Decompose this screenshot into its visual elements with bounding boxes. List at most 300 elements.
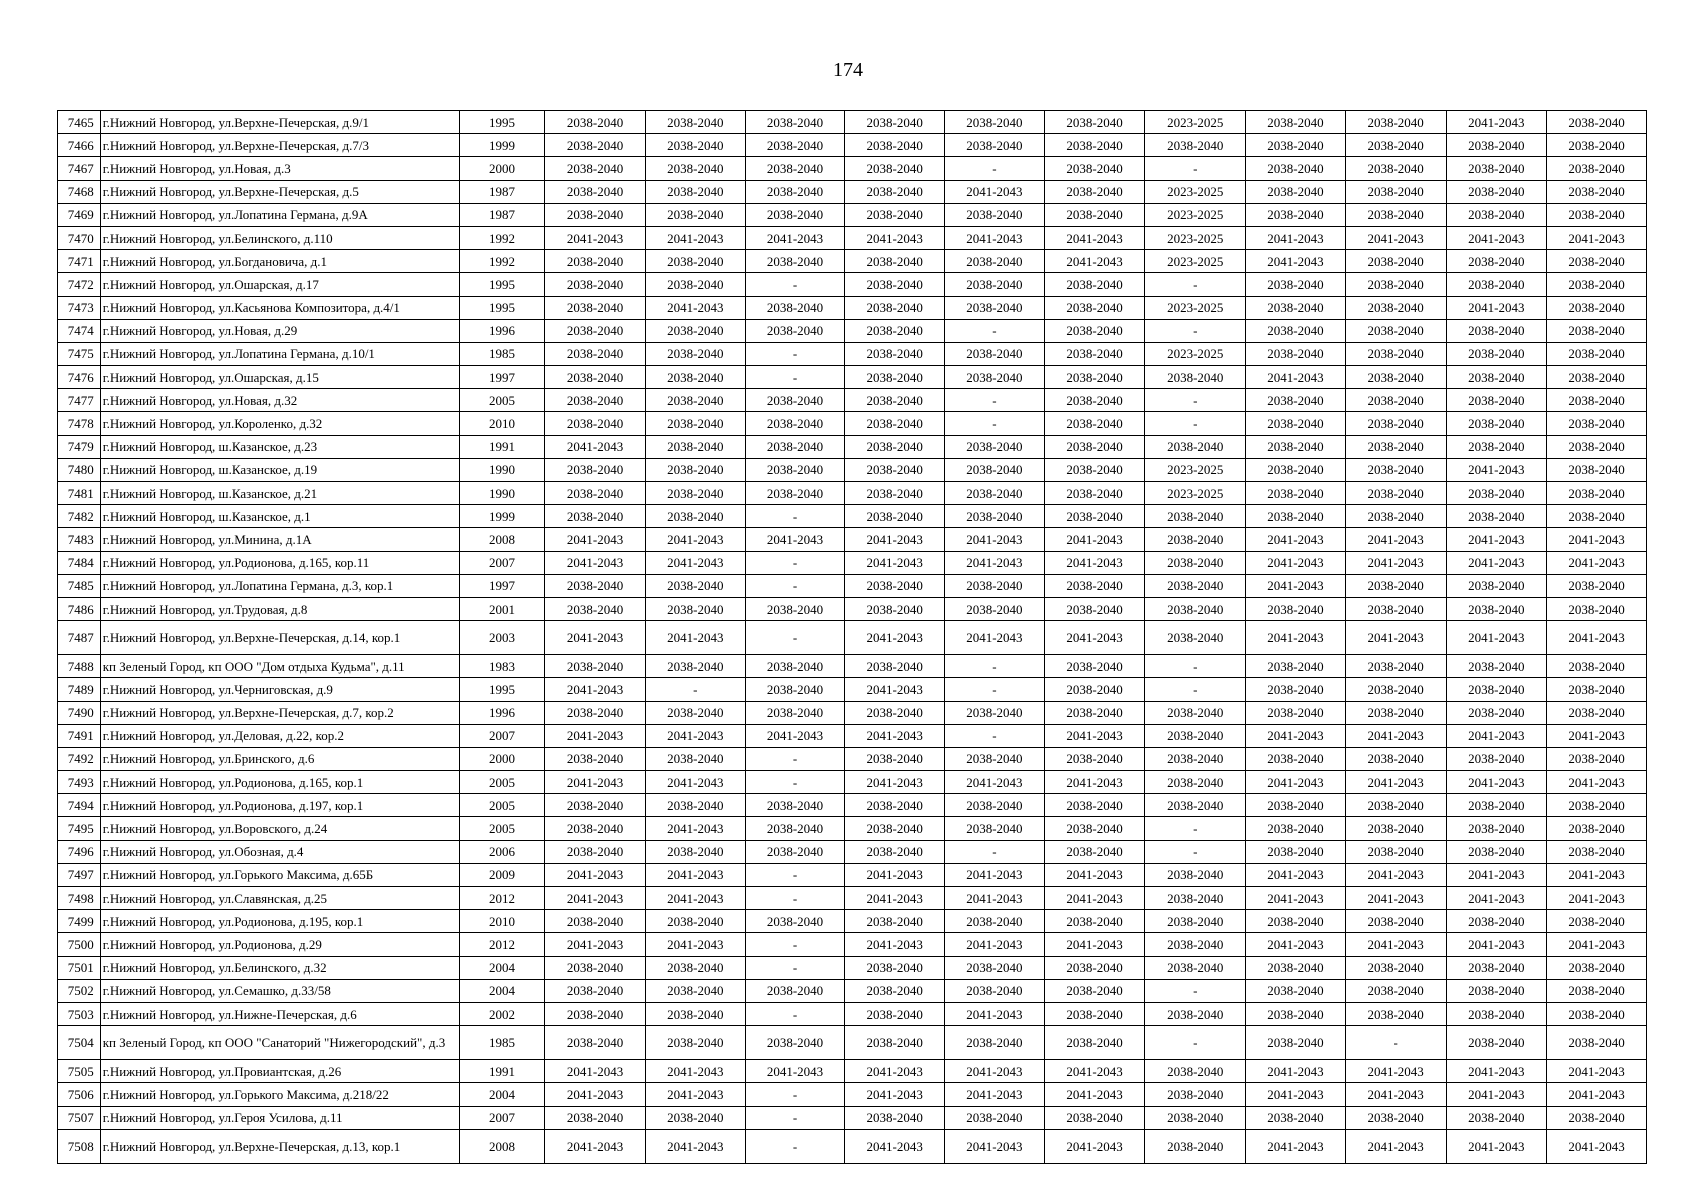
period-cell-4: 2038-2040 <box>845 1026 945 1060</box>
period-cell-4: 2038-2040 <box>845 1106 945 1129</box>
period-cell-9: 2041-2043 <box>1345 863 1446 886</box>
period-cell-10: 2041-2043 <box>1446 528 1547 551</box>
period-cell-8: 2038-2040 <box>1246 747 1346 770</box>
period-cell-4: 2038-2040 <box>845 273 945 296</box>
period-cell-7: - <box>1145 1026 1246 1060</box>
address-cell: г.Нижний Новгород, ул.Бринского, д.6 <box>100 747 459 770</box>
period-cell-10: 2038-2040 <box>1446 574 1547 597</box>
period-cell-7: 2038-2040 <box>1145 134 1246 157</box>
period-cell-4: 2038-2040 <box>845 111 945 134</box>
table-row <box>58 655 1647 678</box>
period-cell-7: 2038-2040 <box>1145 505 1246 528</box>
table-row <box>58 887 1647 910</box>
period-cell-11: 2038-2040 <box>1547 505 1647 528</box>
period-cell-2: 2038-2040 <box>645 1026 745 1060</box>
period-cell-10: 2038-2040 <box>1446 319 1547 342</box>
row-number-cell: 7480 <box>58 458 101 481</box>
period-cell-6: 2038-2040 <box>1044 111 1145 134</box>
period-cell-3: - <box>745 505 845 528</box>
period-cell-8: 2041-2043 <box>1246 1083 1346 1106</box>
period-cell-7: - <box>1145 389 1246 412</box>
period-cell-5: 2038-2040 <box>945 747 1045 770</box>
period-cell-7: - <box>1145 157 1246 180</box>
period-cell-1: 2041-2043 <box>545 1060 646 1083</box>
period-cell-8: 2041-2043 <box>1246 887 1346 910</box>
period-cell-6: 2041-2043 <box>1044 1129 1145 1163</box>
period-cell-7: 2038-2040 <box>1145 1106 1246 1129</box>
table-row <box>58 458 1647 481</box>
period-cell-11: 2038-2040 <box>1547 482 1647 505</box>
period-cell-10: 2041-2043 <box>1446 111 1547 134</box>
year-cell: 2008 <box>459 528 544 551</box>
period-cell-3: 2038-2040 <box>745 979 845 1002</box>
period-cell-8: 2041-2043 <box>1246 250 1346 273</box>
row-number-cell: 7483 <box>58 528 101 551</box>
period-cell-8: 2038-2040 <box>1246 794 1346 817</box>
period-cell-5: 2038-2040 <box>945 910 1045 933</box>
period-cell-11: 2038-2040 <box>1547 319 1647 342</box>
period-cell-2: 2038-2040 <box>645 366 745 389</box>
period-cell-10: 2041-2043 <box>1446 863 1547 886</box>
period-cell-2: 2038-2040 <box>645 342 745 365</box>
period-cell-11: 2038-2040 <box>1547 794 1647 817</box>
period-cell-9: 2041-2043 <box>1345 226 1446 249</box>
period-cell-10: 2038-2040 <box>1446 180 1547 203</box>
table-row <box>58 771 1647 794</box>
period-cell-6: 2041-2043 <box>1044 933 1145 956</box>
period-cell-1: 2038-2040 <box>545 134 646 157</box>
period-cell-11: 2038-2040 <box>1547 747 1647 770</box>
period-cell-5: 2038-2040 <box>945 597 1045 620</box>
address-cell: г.Нижний Новгород, ул.Касьянова Композитора, д.4/1 <box>100 296 459 319</box>
period-cell-6: 2038-2040 <box>1044 482 1145 505</box>
period-cell-11: 2038-2040 <box>1547 1002 1647 1025</box>
period-cell-2: 2038-2040 <box>645 273 745 296</box>
row-number-cell: 7476 <box>58 366 101 389</box>
period-cell-9: 2041-2043 <box>1345 1129 1446 1163</box>
period-cell-1: 2041-2043 <box>545 435 646 458</box>
period-cell-1: 2038-2040 <box>545 1002 646 1025</box>
period-cell-2: 2041-2043 <box>645 817 745 840</box>
period-cell-8: 2038-2040 <box>1246 435 1346 458</box>
period-cell-10: 2038-2040 <box>1446 678 1547 701</box>
period-cell-3: 2038-2040 <box>745 111 845 134</box>
period-cell-11: 2038-2040 <box>1547 111 1647 134</box>
period-cell-4: 2041-2043 <box>845 863 945 886</box>
period-cell-6: 2038-2040 <box>1044 319 1145 342</box>
period-cell-2: 2041-2043 <box>645 863 745 886</box>
address-cell: г.Нижний Новгород, ул.Короленко, д.32 <box>100 412 459 435</box>
period-cell-11: 2038-2040 <box>1547 910 1647 933</box>
period-cell-1: 2041-2043 <box>545 1129 646 1163</box>
period-cell-11: 2038-2040 <box>1547 389 1647 412</box>
address-cell: г.Нижний Новгород, ул.Родионова, д.165, кор.11 <box>100 551 459 574</box>
period-cell-2: 2038-2040 <box>645 412 745 435</box>
period-cell-3: 2038-2040 <box>745 794 845 817</box>
period-cell-3: - <box>745 342 845 365</box>
year-cell: 2004 <box>459 956 544 979</box>
year-cell: 2007 <box>459 551 544 574</box>
period-cell-5: 2038-2040 <box>945 482 1045 505</box>
table-row <box>58 342 1647 365</box>
period-cell-3: 2038-2040 <box>745 1026 845 1060</box>
period-cell-10: 2038-2040 <box>1446 157 1547 180</box>
period-cell-6: 2038-2040 <box>1044 273 1145 296</box>
period-cell-7: 2038-2040 <box>1145 1060 1246 1083</box>
period-cell-2: 2038-2040 <box>645 840 745 863</box>
period-cell-3: 2038-2040 <box>745 678 845 701</box>
period-cell-2: 2041-2043 <box>645 771 745 794</box>
period-cell-9: 2041-2043 <box>1345 1060 1446 1083</box>
year-cell: 2010 <box>459 910 544 933</box>
period-cell-5: 2041-2043 <box>945 887 1045 910</box>
period-cell-10: 2038-2040 <box>1446 655 1547 678</box>
year-cell: 2005 <box>459 771 544 794</box>
table-row <box>58 435 1647 458</box>
period-cell-5: 2041-2043 <box>945 621 1045 655</box>
period-cell-9: 2038-2040 <box>1345 366 1446 389</box>
address-cell: г.Нижний Новгород, ул.Трудовая, д.8 <box>100 597 459 620</box>
row-number-cell: 7500 <box>58 933 101 956</box>
period-cell-11: 2038-2040 <box>1547 840 1647 863</box>
period-cell-8: 2041-2043 <box>1246 1060 1346 1083</box>
period-cell-4: 2041-2043 <box>845 226 945 249</box>
period-cell-1: 2038-2040 <box>545 840 646 863</box>
period-cell-3: 2038-2040 <box>745 389 845 412</box>
period-cell-2: 2041-2043 <box>645 1083 745 1106</box>
period-cell-9: 2038-2040 <box>1345 956 1446 979</box>
period-cell-10: 2038-2040 <box>1446 505 1547 528</box>
address-cell: г.Нижний Новгород, ул.Родионова, д.195, кор.1 <box>100 910 459 933</box>
period-cell-5: 2038-2040 <box>945 250 1045 273</box>
period-cell-10: 2041-2043 <box>1446 887 1547 910</box>
period-cell-9: 2038-2040 <box>1345 412 1446 435</box>
period-cell-1: 2038-2040 <box>545 956 646 979</box>
period-cell-4: 2038-2040 <box>845 157 945 180</box>
period-cell-8: 2038-2040 <box>1246 979 1346 1002</box>
year-cell: 2008 <box>459 1129 544 1163</box>
row-number-cell: 7508 <box>58 1129 101 1163</box>
row-number-cell: 7475 <box>58 342 101 365</box>
address-cell: г.Нижний Новгород, ул.Лопатина Германа, д.3, кор.1 <box>100 574 459 597</box>
period-cell-11: 2038-2040 <box>1547 597 1647 620</box>
period-cell-4: 2038-2040 <box>845 747 945 770</box>
row-number-cell: 7479 <box>58 435 101 458</box>
period-cell-7: 2023-2025 <box>1145 180 1246 203</box>
year-cell: 1996 <box>459 701 544 724</box>
period-cell-11: 2041-2043 <box>1547 621 1647 655</box>
period-cell-10: 2041-2043 <box>1446 458 1547 481</box>
period-cell-5: 2038-2040 <box>945 458 1045 481</box>
period-cell-7: 2038-2040 <box>1145 551 1246 574</box>
period-cell-3: 2038-2040 <box>745 817 845 840</box>
period-cell-2: - <box>645 678 745 701</box>
period-cell-4: 2038-2040 <box>845 389 945 412</box>
row-number-cell: 7506 <box>58 1083 101 1106</box>
table-row <box>58 412 1647 435</box>
period-cell-2: 2038-2040 <box>645 701 745 724</box>
period-cell-1: 2038-2040 <box>545 389 646 412</box>
period-cell-7: 2038-2040 <box>1145 887 1246 910</box>
period-cell-10: 2041-2043 <box>1446 226 1547 249</box>
period-cell-1: 2041-2043 <box>545 528 646 551</box>
row-number-cell: 7491 <box>58 724 101 747</box>
address-cell: г.Нижний Новгород, ш.Казанское, д.23 <box>100 435 459 458</box>
address-cell: г.Нижний Новгород, ул.Лопатина Германа, д.10/1 <box>100 342 459 365</box>
period-cell-7: 2038-2040 <box>1145 956 1246 979</box>
period-cell-1: 2038-2040 <box>545 157 646 180</box>
period-cell-5: 2038-2040 <box>945 296 1045 319</box>
period-cell-3: 2038-2040 <box>745 655 845 678</box>
period-cell-10: 2038-2040 <box>1446 389 1547 412</box>
period-cell-4: 2038-2040 <box>845 342 945 365</box>
row-number-cell: 7503 <box>58 1002 101 1025</box>
period-cell-7: 2038-2040 <box>1145 910 1246 933</box>
period-cell-2: 2038-2040 <box>645 203 745 226</box>
period-cell-1: 2038-2040 <box>545 319 646 342</box>
period-cell-10: 2041-2043 <box>1446 771 1547 794</box>
year-cell: 2012 <box>459 933 544 956</box>
table-row <box>58 180 1647 203</box>
period-cell-4: 2041-2043 <box>845 528 945 551</box>
address-cell: г.Нижний Новгород, ул.Новая, д.32 <box>100 389 459 412</box>
period-cell-1: 2038-2040 <box>545 482 646 505</box>
period-cell-1: 2038-2040 <box>545 979 646 1002</box>
address-cell: г.Нижний Новгород, ул.Верхне-Печерская, д.7, кор.2 <box>100 701 459 724</box>
row-number-cell: 7494 <box>58 794 101 817</box>
row-number-cell: 7488 <box>58 655 101 678</box>
period-cell-1: 2038-2040 <box>545 342 646 365</box>
period-cell-1: 2038-2040 <box>545 412 646 435</box>
period-cell-11: 2038-2040 <box>1547 678 1647 701</box>
period-cell-6: 2038-2040 <box>1044 1026 1145 1060</box>
period-cell-3: 2038-2040 <box>745 250 845 273</box>
period-cell-5: 2038-2040 <box>945 273 1045 296</box>
period-cell-4: 2038-2040 <box>845 701 945 724</box>
period-cell-8: 2041-2043 <box>1246 574 1346 597</box>
period-cell-7: - <box>1145 979 1246 1002</box>
period-cell-3: 2041-2043 <box>745 528 845 551</box>
period-cell-9: 2038-2040 <box>1345 389 1446 412</box>
period-cell-7: 2038-2040 <box>1145 528 1246 551</box>
period-cell-9: 2038-2040 <box>1345 701 1446 724</box>
period-cell-8: 2038-2040 <box>1246 678 1346 701</box>
period-cell-8: 2041-2043 <box>1246 528 1346 551</box>
period-cell-6: 2038-2040 <box>1044 412 1145 435</box>
year-cell: 1991 <box>459 1060 544 1083</box>
period-cell-7: - <box>1145 412 1246 435</box>
row-number-cell: 7469 <box>58 203 101 226</box>
period-cell-3: - <box>745 551 845 574</box>
period-cell-8: 2038-2040 <box>1246 157 1346 180</box>
year-cell: 1997 <box>459 366 544 389</box>
year-cell: 1995 <box>459 678 544 701</box>
period-cell-3: 2038-2040 <box>745 840 845 863</box>
period-cell-3: - <box>745 1083 845 1106</box>
period-cell-8: 2038-2040 <box>1246 817 1346 840</box>
period-cell-9: 2038-2040 <box>1345 574 1446 597</box>
period-cell-2: 2038-2040 <box>645 505 745 528</box>
period-cell-1: 2041-2043 <box>545 1083 646 1106</box>
period-cell-5: 2038-2040 <box>945 817 1045 840</box>
period-cell-1: 2038-2040 <box>545 817 646 840</box>
period-cell-7: - <box>1145 319 1246 342</box>
year-cell: 1991 <box>459 435 544 458</box>
row-number-cell: 7493 <box>58 771 101 794</box>
year-cell: 2002 <box>459 1002 544 1025</box>
period-cell-9: 2041-2043 <box>1345 887 1446 910</box>
table-body <box>58 111 1647 1164</box>
period-cell-3: - <box>745 747 845 770</box>
period-cell-10: 2041-2043 <box>1446 933 1547 956</box>
address-cell: г.Нижний Новгород, ул.Лопатина Германа, д.9А <box>100 203 459 226</box>
table-row <box>58 794 1647 817</box>
year-cell: 1985 <box>459 1026 544 1060</box>
period-cell-4: 2041-2043 <box>845 887 945 910</box>
period-cell-6: 2041-2043 <box>1044 1060 1145 1083</box>
period-cell-2: 2038-2040 <box>645 979 745 1002</box>
period-cell-2: 2041-2043 <box>645 1129 745 1163</box>
period-cell-2: 2041-2043 <box>645 724 745 747</box>
period-cell-5: - <box>945 319 1045 342</box>
period-cell-7: 2023-2025 <box>1145 458 1246 481</box>
period-cell-4: 2038-2040 <box>845 458 945 481</box>
row-number-cell: 7504 <box>58 1026 101 1060</box>
period-cell-1: 2041-2043 <box>545 933 646 956</box>
period-cell-11: 2038-2040 <box>1547 134 1647 157</box>
period-cell-11: 2038-2040 <box>1547 817 1647 840</box>
table-row <box>58 157 1647 180</box>
period-cell-1: 2038-2040 <box>545 180 646 203</box>
period-cell-7: 2023-2025 <box>1145 250 1246 273</box>
period-cell-1: 2038-2040 <box>545 296 646 319</box>
period-cell-11: 2038-2040 <box>1547 366 1647 389</box>
period-cell-1: 2038-2040 <box>545 574 646 597</box>
row-number-cell: 7505 <box>58 1060 101 1083</box>
period-cell-2: 2038-2040 <box>645 111 745 134</box>
period-cell-1: 2041-2043 <box>545 887 646 910</box>
period-cell-5: - <box>945 724 1045 747</box>
period-cell-4: 2041-2043 <box>845 771 945 794</box>
period-cell-8: 2038-2040 <box>1246 342 1346 365</box>
period-cell-8: 2041-2043 <box>1246 724 1346 747</box>
period-cell-11: 2041-2043 <box>1547 226 1647 249</box>
period-cell-2: 2038-2040 <box>645 482 745 505</box>
period-cell-7: 2038-2040 <box>1145 771 1246 794</box>
period-cell-11: 2038-2040 <box>1547 701 1647 724</box>
period-cell-2: 2038-2040 <box>645 574 745 597</box>
period-cell-6: 2038-2040 <box>1044 296 1145 319</box>
period-cell-1: 2041-2043 <box>545 621 646 655</box>
table-row <box>58 250 1647 273</box>
period-cell-7: 2038-2040 <box>1145 1083 1246 1106</box>
address-cell: кп Зеленый Город, кп ООО "Дом отдыха Кудьма", д.11 <box>100 655 459 678</box>
period-cell-8: 2038-2040 <box>1246 1026 1346 1060</box>
year-cell: 2007 <box>459 724 544 747</box>
address-cell: г.Нижний Новгород, ул.Родионова, д.29 <box>100 933 459 956</box>
row-number-cell: 7477 <box>58 389 101 412</box>
period-cell-9: 2038-2040 <box>1345 319 1446 342</box>
period-cell-6: 2038-2040 <box>1044 342 1145 365</box>
period-cell-9: 2038-2040 <box>1345 458 1446 481</box>
address-cell: г.Нижний Новгород, ул.Родионова, д.165, кор.1 <box>100 771 459 794</box>
period-cell-3: 2041-2043 <box>745 724 845 747</box>
address-cell: г.Нижний Новгород, ул.Нижне-Печерская, д.6 <box>100 1002 459 1025</box>
period-cell-6: 2038-2040 <box>1044 956 1145 979</box>
table-row <box>58 1106 1647 1129</box>
period-cell-5: 2038-2040 <box>945 574 1045 597</box>
period-cell-5: 2038-2040 <box>945 134 1045 157</box>
period-cell-7: 2038-2040 <box>1145 1129 1246 1163</box>
period-cell-4: 2038-2040 <box>845 817 945 840</box>
period-cell-8: 2038-2040 <box>1246 296 1346 319</box>
period-cell-1: 2038-2040 <box>545 1106 646 1129</box>
table-row <box>58 701 1647 724</box>
row-number-cell: 7507 <box>58 1106 101 1129</box>
period-cell-6: 2038-2040 <box>1044 910 1145 933</box>
period-cell-4: 2038-2040 <box>845 134 945 157</box>
period-cell-3: 2038-2040 <box>745 910 845 933</box>
period-cell-6: 2038-2040 <box>1044 157 1145 180</box>
period-cell-9: 2038-2040 <box>1345 482 1446 505</box>
period-cell-1: 2038-2040 <box>545 203 646 226</box>
period-cell-10: 2038-2040 <box>1446 747 1547 770</box>
period-cell-1: 2041-2043 <box>545 551 646 574</box>
address-cell: г.Нижний Новгород, ул.Горького Максима, д.65Б <box>100 863 459 886</box>
row-number-cell: 7487 <box>58 621 101 655</box>
address-cell: г.Нижний Новгород, ул.Богдановича, д.1 <box>100 250 459 273</box>
period-cell-8: 2041-2043 <box>1246 771 1346 794</box>
address-cell: кп Зеленый Город, кп ООО "Санаторий "Нижегородский", д.3 <box>100 1026 459 1060</box>
table-row <box>58 1002 1647 1025</box>
year-cell: 1999 <box>459 505 544 528</box>
row-number-cell: 7492 <box>58 747 101 770</box>
row-number-cell: 7502 <box>58 979 101 1002</box>
period-cell-6: 2038-2040 <box>1044 840 1145 863</box>
period-cell-8: 2038-2040 <box>1246 389 1346 412</box>
row-number-cell: 7489 <box>58 678 101 701</box>
period-cell-9: 2038-2040 <box>1345 505 1446 528</box>
period-cell-4: 2041-2043 <box>845 678 945 701</box>
address-cell: г.Нижний Новгород, ул.Новая, д.3 <box>100 157 459 180</box>
period-cell-7: - <box>1145 655 1246 678</box>
period-cell-2: 2041-2043 <box>645 887 745 910</box>
row-number-cell: 7495 <box>58 817 101 840</box>
period-cell-9: 2038-2040 <box>1345 655 1446 678</box>
period-cell-10: 2038-2040 <box>1446 597 1547 620</box>
address-cell: г.Нижний Новгород, ул.Верхне-Печерская, д.7/3 <box>100 134 459 157</box>
period-cell-5: - <box>945 389 1045 412</box>
period-cell-11: 2038-2040 <box>1547 157 1647 180</box>
period-cell-2: 2038-2040 <box>645 1106 745 1129</box>
period-cell-2: 2041-2043 <box>645 1060 745 1083</box>
period-cell-9: 2038-2040 <box>1345 817 1446 840</box>
period-cell-11: 2041-2043 <box>1547 1083 1647 1106</box>
row-number-cell: 7485 <box>58 574 101 597</box>
year-cell: 1990 <box>459 458 544 481</box>
period-cell-2: 2038-2040 <box>645 910 745 933</box>
period-cell-2: 2038-2040 <box>645 655 745 678</box>
period-cell-2: 2041-2043 <box>645 933 745 956</box>
period-cell-5: 2038-2040 <box>945 701 1045 724</box>
year-cell: 1995 <box>459 111 544 134</box>
period-cell-9: 2041-2043 <box>1345 771 1446 794</box>
row-number-cell: 7501 <box>58 956 101 979</box>
period-cell-4: 2038-2040 <box>845 956 945 979</box>
period-cell-9: 2038-2040 <box>1345 250 1446 273</box>
table-row <box>58 621 1647 655</box>
table-row <box>58 203 1647 226</box>
